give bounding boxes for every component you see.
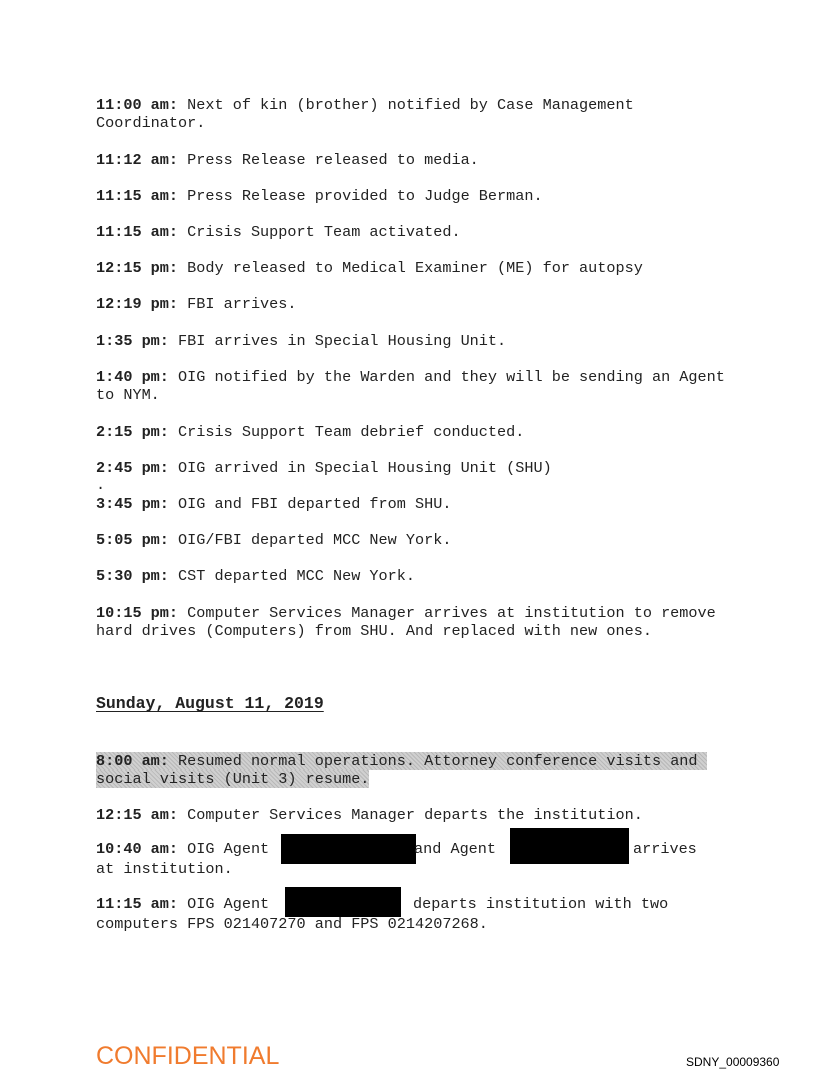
entry-text: Press Release released to media. <box>178 151 479 169</box>
entry-time: 11:15 am: <box>96 187 179 205</box>
entry-text: and Agent <box>414 840 497 858</box>
timeline-entry <box>96 332 736 350</box>
entry-time: 1:35 pm: <box>96 332 169 350</box>
entry-text: OIG/FBI departed MCC New York. <box>168 531 452 549</box>
timeline-entry <box>96 423 736 441</box>
entry-text: computers FPS 021407270 and FPS 0214207268. <box>96 915 488 933</box>
confidential-label: CONFIDENTIAL <box>96 1042 280 1070</box>
entry-time: 2:45 pm: <box>96 459 169 477</box>
entry-time: 1:40 pm: <box>96 368 169 386</box>
redaction-box <box>510 828 629 864</box>
highlighted-text <box>96 752 707 788</box>
entry-time: 12:15 pm: <box>96 259 179 277</box>
timeline-entry-highlighted <box>96 752 736 788</box>
timeline-entry <box>96 567 736 585</box>
entry-time: 3:45 pm: <box>96 495 169 513</box>
entry-text: FBI arrives. <box>178 295 297 313</box>
entry-text: Computer Services Manager arrives at institution to remove hard drives (Computers) from SHU. And replaced with new ones. <box>96 604 725 640</box>
entry-text: CST departed MCC New York. <box>168 567 415 585</box>
entry-text: OIG arrived in Special Housing Unit (SHU) <box>168 459 552 477</box>
entry-text: FBI arrives in Special Housing Unit. <box>168 332 507 350</box>
entry-time: 5:30 pm: <box>96 567 169 585</box>
entry-text: Body released to Medical Examiner (ME) for autopsy <box>178 259 643 277</box>
timeline-entry <box>96 806 736 824</box>
bates-number: SDNY_00009360 <box>686 1055 780 1069</box>
entry-time: 11:00 am: <box>96 96 179 114</box>
stray-mark: . <box>96 476 106 494</box>
timeline-entry <box>96 459 736 477</box>
entry-time: 2:15 pm: <box>96 423 169 441</box>
entry-text: arrives <box>633 840 697 858</box>
entry-text: Next of kin (brother) notified by Case Management Coordinator. <box>96 96 643 132</box>
entry-time: 10:15 pm: <box>96 604 179 622</box>
entry-time: 11:15 am: <box>96 223 179 241</box>
entry-text: Resumed normal operations. Attorney conference visits and social visits (Unit 3) resume. <box>96 752 707 788</box>
timeline-entry <box>96 368 736 404</box>
timeline-entry <box>96 223 736 241</box>
timeline-entry <box>96 295 736 313</box>
timeline-entry <box>96 495 736 513</box>
entry-text: OIG Agent <box>178 840 270 858</box>
entry-time: 10:40 am: <box>96 840 179 858</box>
entry-time: 12:19 pm: <box>96 295 179 313</box>
timeline-entry <box>96 531 736 549</box>
entry-text: departs institution with two <box>413 895 669 913</box>
entry-time: 12:15 am: <box>96 806 179 824</box>
entry-text: Crisis Support Team activated. <box>178 223 461 241</box>
entry-time: 8:00 am: <box>96 752 169 770</box>
entry-text: OIG Agent <box>178 895 270 913</box>
timeline-entry <box>96 187 736 205</box>
entry-time: 5:05 pm: <box>96 531 169 549</box>
entry-text: OIG notified by the Warden and they will be sending an Agent to NYM. <box>96 368 734 404</box>
entry-text: Computer Services Manager departs the institution. <box>178 806 643 824</box>
timeline-entry <box>96 259 736 277</box>
entry-text: Crisis Support Team debrief conducted. <box>168 423 525 441</box>
entry-text: OIG and FBI departed from SHU. <box>168 495 452 513</box>
section-heading: Sunday, August 11, 2019 <box>96 694 324 713</box>
entry-text: at institution. <box>96 860 233 878</box>
entry-text: Press Release provided to Judge Berman. <box>178 187 543 205</box>
entry-time: 11:15 am: <box>96 895 179 913</box>
entry-time: 11:12 am: <box>96 151 179 169</box>
timeline-entry <box>96 96 736 132</box>
timeline-entry <box>96 604 736 640</box>
timeline-entry <box>96 151 736 169</box>
redaction-box <box>285 887 401 917</box>
